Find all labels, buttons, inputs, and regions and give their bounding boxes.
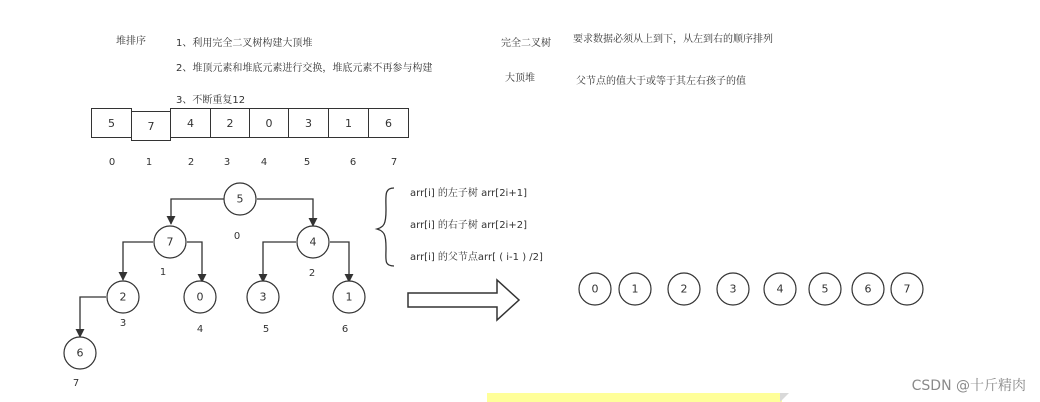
tree-node-5 [247,281,279,335]
tree-edge [330,242,349,282]
tree-node-index: 3 [119,318,127,329]
sorted-node-value: 2 [680,282,688,296]
array-index: 6 [349,157,357,168]
tree-node-value: 6 [76,346,84,360]
array-index: 0 [108,157,116,168]
array-cell: 3 [288,108,329,138]
tree-node-3 [107,281,139,329]
tree-edge [257,199,313,226]
array-cell: 0 [249,108,289,138]
watermark: CSDN @十斤精肉 [911,378,1026,394]
array-cell: 4 [170,108,211,138]
tree-node-index: 5 [262,324,270,335]
array-cell: 2 [210,108,250,138]
sorted-nodes [579,273,923,305]
tree-node-index: 4 [196,324,204,335]
tree-edge [171,199,224,224]
array-index: 3 [223,157,231,168]
tree-node-2 [297,226,329,279]
complete-tree-term: 完全二叉树 [501,38,551,49]
sorted-node-value: 4 [776,282,784,296]
sorted-node-value: 3 [729,282,737,296]
complete-tree-desc: 要求数据必须从上到下，从左到右的顺序排列 [573,34,773,45]
sorted-node [809,273,841,305]
tree-node-value: 5 [236,192,244,206]
step-3: 3、不断重复12 [176,95,246,106]
array-index: 2 [187,157,195,168]
tree-edge [80,297,106,337]
tree-node-index: 2 [308,268,316,279]
array-cell: 6 [368,108,409,138]
heap-sort-title: 堆排序 [116,36,146,47]
formula-right-child: arr[i] 的右子树 arr[2i+2] [410,220,527,231]
tree-node-value: 7 [166,235,174,249]
tree-node-1 [154,226,186,278]
note-strip-fold [780,393,789,402]
max-heap-term: 大顶堆 [505,73,535,84]
array-cell: 1 [328,108,369,138]
max-heap-desc: 父节点的值大于或等于其左右孩子的值 [576,76,746,87]
sorted-node [764,273,796,305]
sorted-node [852,273,884,305]
sorted-node-value: 6 [864,282,872,296]
sorted-node-value: 7 [903,282,911,296]
right-arrow [408,280,519,320]
tree-node-value: 3 [259,290,267,304]
tree-node-value: 2 [119,290,127,304]
formula-left-child: arr[i] 的左子树 arr[2i+1] [410,188,527,199]
step-1: 1、利用完全二叉树构建大顶堆 [176,38,313,49]
tree-node-index: 7 [72,378,80,389]
sorted-node-value: 1 [631,282,639,296]
sorted-node-value: 0 [591,282,599,296]
formula-parent: arr[i] 的父节点arr[ ( i-1 ) /2] [410,252,543,263]
tree-edge [123,242,153,280]
sorted-node [579,273,611,305]
sorted-node [717,273,749,305]
tree-node-value: 4 [309,235,317,249]
sorted-node-value: 5 [821,282,829,296]
array-index: 4 [260,157,268,168]
array-index: 5 [303,157,311,168]
sorted-node [891,273,923,305]
array-index: 1 [145,157,153,168]
tree-node-index: 0 [233,231,241,242]
tree-node-6 [333,281,365,335]
array-cell: 5 [91,108,132,138]
tree-node-index: 6 [341,324,349,335]
sorted-node [619,273,651,305]
tree-node-7 [64,337,96,389]
tree-node-0 [224,183,256,242]
array-index: 7 [390,157,398,168]
step-2: 2、堆顶元素和堆底元素进行交换，堆底元素不再参与构建 [176,63,433,74]
tree-edge [263,242,296,282]
note-strip [487,393,782,402]
tree-node-index: 1 [159,267,167,278]
tree-node-value: 0 [196,290,204,304]
tree-edge [187,242,202,282]
tree-node-value: 1 [345,290,353,304]
sorted-node [668,273,700,305]
tree-node-4 [184,281,216,335]
array-cell: 7 [131,111,171,141]
curly-brace [377,188,394,266]
